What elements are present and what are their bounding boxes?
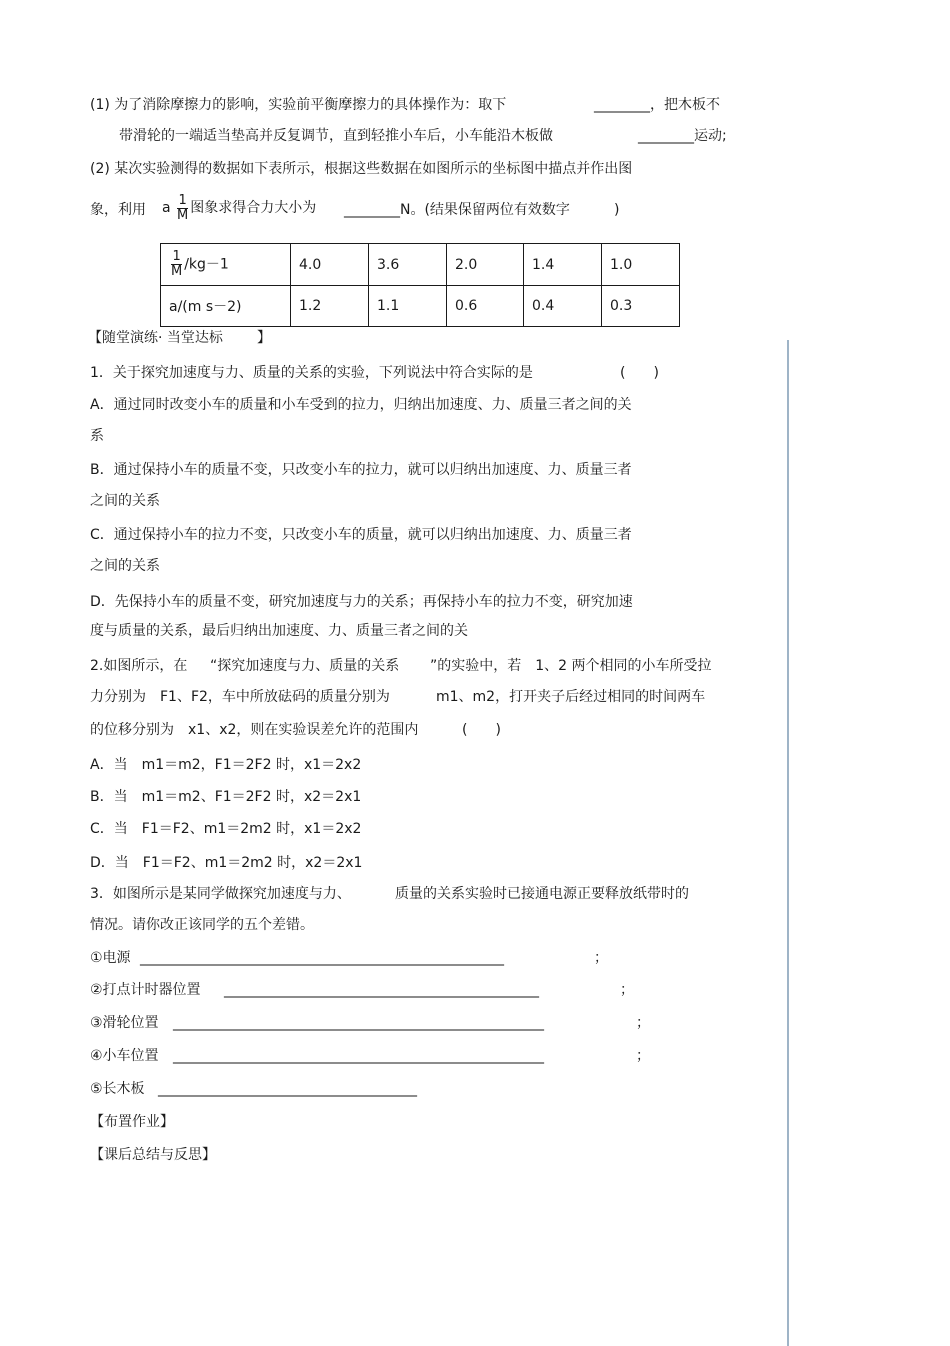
q2-formula [162,193,316,223]
q-2-line3a: 的位移分别为 x1、x2，则在实验误差允许的范围内 [90,722,419,738]
table-cell: 1.4 [524,244,602,286]
q-2-line2a: 力分别为 F1、F2，车中所放砝码的质量分别为 [90,689,390,705]
fraction-1-over-M [171,250,182,279]
q-1-option-b: B．通过保持小车的质量不变，只改变小车的拉力，就可以归纳出加速度、力、质量三者 [90,462,632,478]
q-2-line1a: 2.如图所示，在 [90,658,188,674]
q1-line1-text: (1) 为了消除摩擦力的影响，实验前平衡摩擦力的具体操作为：取下 [90,97,507,113]
q-2-line1c: ”的实验中，若 1、2 两个相同的小车所受拉 [430,658,712,674]
fraction-denominator: M [177,207,189,223]
formula-a: a [162,200,171,216]
table-cell: 0.4 [524,286,602,327]
q-1-option-c: C．通过保持小车的拉力不变，只改变小车的质量，就可以归纳出加速度、力、质量三者 [90,527,632,543]
formula-mid-text: 图象求得合力大小为 [190,200,317,216]
q-1-option-a: A．通过同时改变小车的质量和小车受到的拉力，归纳出加速度、力、质量三者之间的关 [90,397,632,413]
table-cell: 1.2 [291,286,369,327]
q2-line1: (2) 某次实验测得的数据如下表所示，根据这些数据在如图所示的坐标图中描点并作出图 [90,161,633,177]
q1-line1 [90,96,506,114]
table-cell: 2.0 [447,244,524,286]
q-1-option-d-cont: 度与质量的关系，最后归纳出加速度、力、质量三者之间的关 [90,623,468,639]
q1-line2: 带滑轮的一端适当垫高并反复调节，直到轻推小车后，小车能沿木板做 [119,128,553,144]
q-2-line1b: “探究加速度与力、质量的关系 [210,658,400,674]
q-1-paren: ( ) [620,365,659,381]
fraction-numerator: 1 [178,192,187,208]
table-cell: 3.6 [369,244,447,286]
margin-line [787,340,789,1346]
q-1-option-b-cont: 之间的关系 [90,493,160,509]
fill-4-blank[interactable]: _____________________________________________________ [173,1048,544,1064]
fraction-denominator: M [171,264,183,279]
q-2-option-d: D．当 F1＝F2、m1＝2m2 时，x2＝2x1 [90,855,363,871]
q-3-line1b: 质量的关系实验时已接通电源正要释放纸带时的 [395,886,689,902]
q1-blank1: ________，把木板不 [594,97,720,113]
fill-5-blank[interactable]: _____________________________________ [158,1081,417,1097]
table-cell: 1.1 [369,286,447,327]
table-cell: 4.0 [291,244,369,286]
table-row [161,244,680,286]
q-2-option-a: A．当 m1＝m2，F1＝2F2 时，x1＝2x2 [90,757,362,773]
fill-4-label: ④小车位置 [90,1048,159,1064]
reflection-heading: 【课后总结与反思】 [90,1147,216,1163]
q-1-option-a-cont: 系 [90,428,104,444]
table-header-acceleration: a/(m s－2) [161,286,291,327]
fill-5-label: ⑤长木板 [90,1081,145,1097]
q-3-line1a: 3．如图所示是某同学做探究加速度与力、 [90,886,351,902]
fill-1-end: ； [594,950,608,966]
fill-3-end: ； [636,1015,650,1031]
table-cell: 0.3 [602,286,680,327]
q-1-stem: 1．关于探究加速度与力、质量的关系的实验，下列说法中符合实际的是 [90,365,533,381]
fill-2-end: ； [620,982,634,998]
q2-blank: ________N。(结果保留两位有效数字 [344,202,570,218]
q2-end-paren: ) [614,202,620,218]
table-cell: 0.6 [447,286,524,327]
header-unit: /kg－1 [184,256,229,273]
q-1-option-c-cont: 之间的关系 [90,558,160,574]
q-2-option-c: C．当 F1＝F2、m1＝2m2 时，x1＝2x2 [90,821,362,837]
fill-2-blank[interactable]: _____________________________________________ [224,982,539,998]
q2-line2-pre: 象，利用 [90,202,146,218]
fill-3-blank[interactable]: _____________________________________________________ [173,1015,544,1031]
fill-4-end: ； [636,1048,650,1064]
fill-1-blank[interactable]: ____________________________________________________ [140,950,504,966]
homework-heading: 【布置作业】 [90,1114,174,1130]
q-2-line2b: m1、m2，打开夹子后经过相同的时间两车 [436,689,706,705]
table-row [161,286,680,327]
fraction-numerator: 1 [172,249,181,264]
q-3-line2: 情况。请你改正该同学的五个差错。 [90,917,314,933]
fill-3-label: ③滑轮位置 [90,1015,159,1031]
data-table [160,243,680,327]
q-1-option-d: D．先保持小车的质量不变，研究加速度与力的关系；再保持小车的拉力不变，研究加速 [90,594,633,610]
table-header-inv-mass [161,244,291,286]
q-2-paren: ( ) [462,722,501,738]
fraction-1-over-M [177,194,188,223]
q-2-option-b: B．当 m1＝m2、F1＝2F2 时，x2＝2x1 [90,789,362,805]
practice-heading: 【随堂演练· 当堂达标 [88,330,223,346]
fill-2-label: ②打点计时器位置 [90,982,201,998]
table-cell: 1.0 [602,244,680,286]
fill-1-label: ①电源 [90,950,131,966]
q1-blank2: ________运动; [638,128,727,144]
practice-heading-end: 】 [257,330,271,346]
